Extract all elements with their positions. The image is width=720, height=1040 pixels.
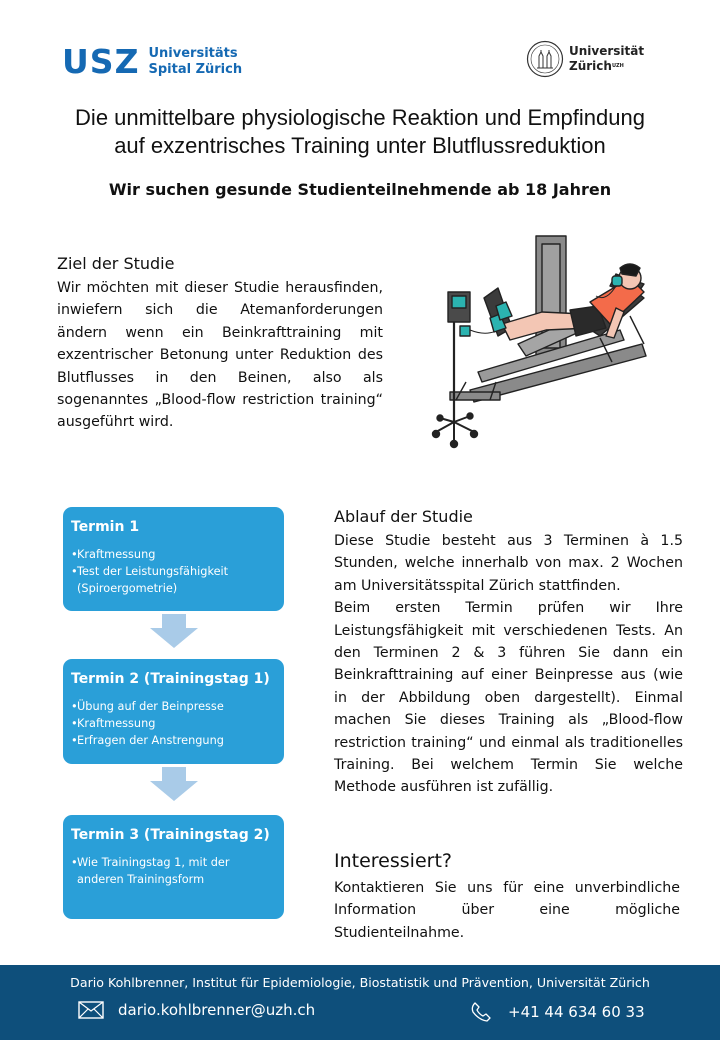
usz-logo (62, 44, 242, 80)
contact-email-text[interactable]: dario.kohlbrenner@uzh.ch (118, 1001, 316, 1019)
term-box-3 (63, 815, 284, 919)
procedure-paragraph-2: Beim ersten Termin prüfen wir Ihre Leistungsfähigkeit mit verschiedenen Tests. An den Terminen 2 & 3 führen Sie dann ein Beinkrafttraining auf einer Beinpresse aus (wie in der Abbildung oben dargestellt). Einmal machen Sie dieses Training als „Blood-flow restriction training“ und einmal als traditionelles Training. Bei welchem Termin Sie welche Methode ausführen ist zufällig. (334, 600, 683, 796)
term-item: • Wie Trainingstag 1, mit der anderen Trainingsform (71, 854, 276, 888)
usz-logo-mark: USZ (62, 42, 140, 81)
page-title (30, 104, 690, 160)
down-arrow-icon (150, 767, 198, 801)
term-item: • Erfragen der Anstrengung (71, 732, 276, 749)
term-item: • Kraftmessung (71, 715, 276, 732)
interested-heading: Interessiert? (334, 850, 452, 872)
uzh-logo (526, 40, 644, 78)
term-box-1 (63, 507, 284, 611)
uzh-logo-line1: Universität (569, 44, 645, 58)
down-arrow-icon (150, 614, 198, 648)
envelope-icon (78, 1001, 104, 1019)
uzh-logo-line2: Zürich$^{UZH}$ (569, 59, 624, 73)
term-list (71, 698, 276, 749)
usz-logo-line1: Universitäts (148, 46, 238, 61)
term-item: • Kraftmessung (71, 546, 276, 563)
aim-body: Wir möchten mit dieser Studie herausfinden, inwiefern sich die Atemanforderungen ändern wenn ein Beinkrafttraining mit exzentrischer Betonung unter Reduktion des Blutflusses in den Beinen, also als sogenanntes „Blood-flow restriction training“ ausgeführt wird. (57, 280, 383, 431)
page-title-line1: Die unmittelbare physiologische Reaktion und Empfindung (75, 105, 645, 130)
term-title: Termin 3 (Trainingstag 2) (71, 827, 270, 843)
contact-name: Dario Kohlbrenner, Institut für Epidemiologie, Biostatistik und Prävention, Universität Zürich (70, 975, 650, 990)
procedure-paragraph-1: Diese Studie besteht aus 3 Terminen à 1.5 Stunden, welche innerhalb von max. 2 Wochen am Universitätsspital Zürich stattfinden. (334, 533, 683, 594)
procedure-heading: Ablauf der Studie (334, 507, 473, 526)
aim-heading: Ziel der Studie (57, 254, 175, 273)
term-title: Termin 2 (Trainingstag 1) (71, 671, 270, 687)
usz-logo-text (149, 46, 243, 78)
term-item: • Test der Leistungsfähigkeit (Spiroergometrie) (71, 563, 276, 597)
term-item: • Übung auf der Beinpresse (71, 698, 276, 715)
phone-icon (470, 1001, 492, 1023)
contact-phone-text[interactable]: +41 44 634 60 33 (508, 1003, 645, 1021)
procedure-body (334, 530, 683, 799)
page-subtitle: Wir suchen gesunde Studienteilnehmende ab 18 Jahren (108, 180, 612, 199)
leg-press-illustration (430, 232, 662, 468)
term-list (71, 854, 276, 888)
term-box-2 (63, 659, 284, 764)
interested-body: Kontaktieren Sie uns für eine unverbindliche Information über eine mögliche Studienteilnahme. (334, 880, 680, 941)
contact-phone[interactable] (470, 1001, 645, 1023)
contact-email[interactable] (78, 1001, 315, 1019)
contact-footer (0, 965, 720, 1040)
term-list (71, 546, 276, 597)
term-title: Termin 1 (71, 519, 140, 535)
page-title-line2: auf exzentrisches Training unter Blutflussreduktion (114, 133, 606, 158)
uzh-logo-text (569, 44, 644, 74)
uzh-seal-icon (526, 40, 564, 78)
usz-logo-line2: Spital Zürich (148, 62, 243, 77)
